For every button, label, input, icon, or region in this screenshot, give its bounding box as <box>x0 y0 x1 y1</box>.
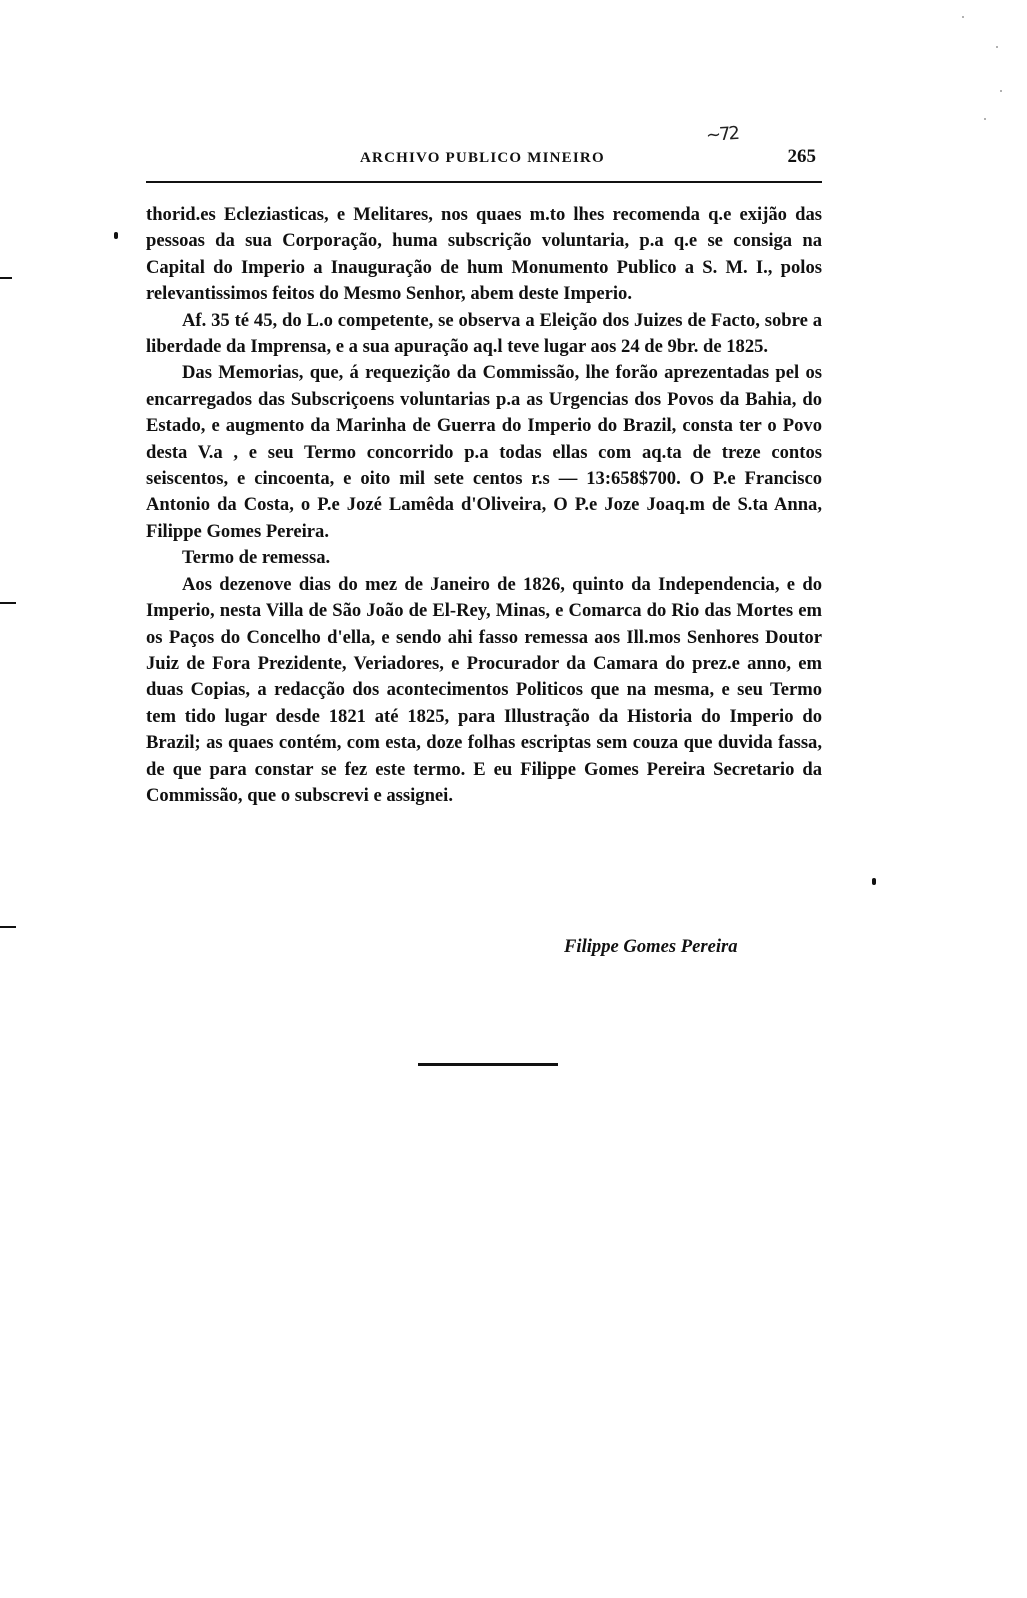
margin-tick <box>0 277 12 279</box>
signature: Filippe Gomes Pereira <box>564 936 738 957</box>
page-number: 265 <box>787 146 816 167</box>
running-title: ARCHIVO PUBLICO MINEIRO <box>360 150 605 166</box>
paragraph-memorias: Das Memorias, que, á requezição da Commissão, lhe forão aprezentadas pel os encarregados das Subscriçoens voluntarias p.a as Urgencias dos Povos da Bahia, do Estado, e augmento da Marinha de Guerra do Imperio do Brazil, consta ter o Povo desta V.a , e seu Termo concorrido p.a todas ellas com aq.ta de treze contos seiscentos, e cincoenta, e oito mil sete centos r.s — 13:658$700. O P.e Francisco Antonio da Costa, o P.e Jozé Lamêda d'Oliveira, O P.e Joze Joaq.m de S.ta Anna, Filippe Gomes Pereira. <box>146 362 822 542</box>
paragraph-termo-body: Aos dezenove dias do mez de Janeiro de 1826, quinto da Independencia, e do Imperio, nesta Villa de São João de El-Rey, Minas, e Comarca do Rio das Mortes em os Paços do Concelho d'ella, e sendo ahi fasso remessa aos Ill.mos Senhores Doutor Juiz de Fora Prezidente, Veriadores, e Procurador da Camara do prez.e anno, em duas Copias, a redacção dos acontecimentos Politicos que na mesma, e seu Termo tem tido lugar desde 1821 até 1825, para Illustração da Historia do Imperio do Brazil; as quaes contém, com esta, doze folhas escriptas sem couza que duvida fassa, de que para constar se fez este termo. E eu Filippe Gomes Pereira Secretario da Commissão, que o subscrevi e assignei. <box>146 573 822 806</box>
scan-speck <box>1000 90 1002 92</box>
margin-tick <box>0 926 16 928</box>
header-rule <box>146 181 822 183</box>
margin-tick <box>0 602 16 604</box>
paragraph-termo-heading: Termo de remessa. <box>182 547 331 569</box>
margin-dot <box>872 878 876 885</box>
scan-speck <box>984 118 986 120</box>
scan-speck <box>996 46 998 48</box>
scan-speck <box>962 16 964 18</box>
closing-rule <box>418 1063 558 1066</box>
page-header <box>146 122 822 172</box>
body-text <box>146 202 822 809</box>
paragraph-continuation: thorid.es Ecleziasticas, e Melitares, nos quaes m.to lhes recomenda q.e exijão das pessoas da sua Corporação, huma subscrição voluntaria, p.a q.e se consiga na Capital do Imperio a Inauguração de hum Monumento Publico a S. M. I., polos relevantissimos feitos do Mesmo Senhor, abem deste Imperio. <box>146 204 822 305</box>
margin-dot <box>114 232 118 239</box>
paragraph-jury-election: Af. 35 té 45, do L.o competente, se observa a Eleição dos Juizes de Facto, sobre a liberdade da Imprensa, e a sua apuração aq.l teve lugar aos 24 de 9br. de 1825. <box>146 309 822 358</box>
handwritten-pencil-mark: ~72 <box>705 122 739 147</box>
